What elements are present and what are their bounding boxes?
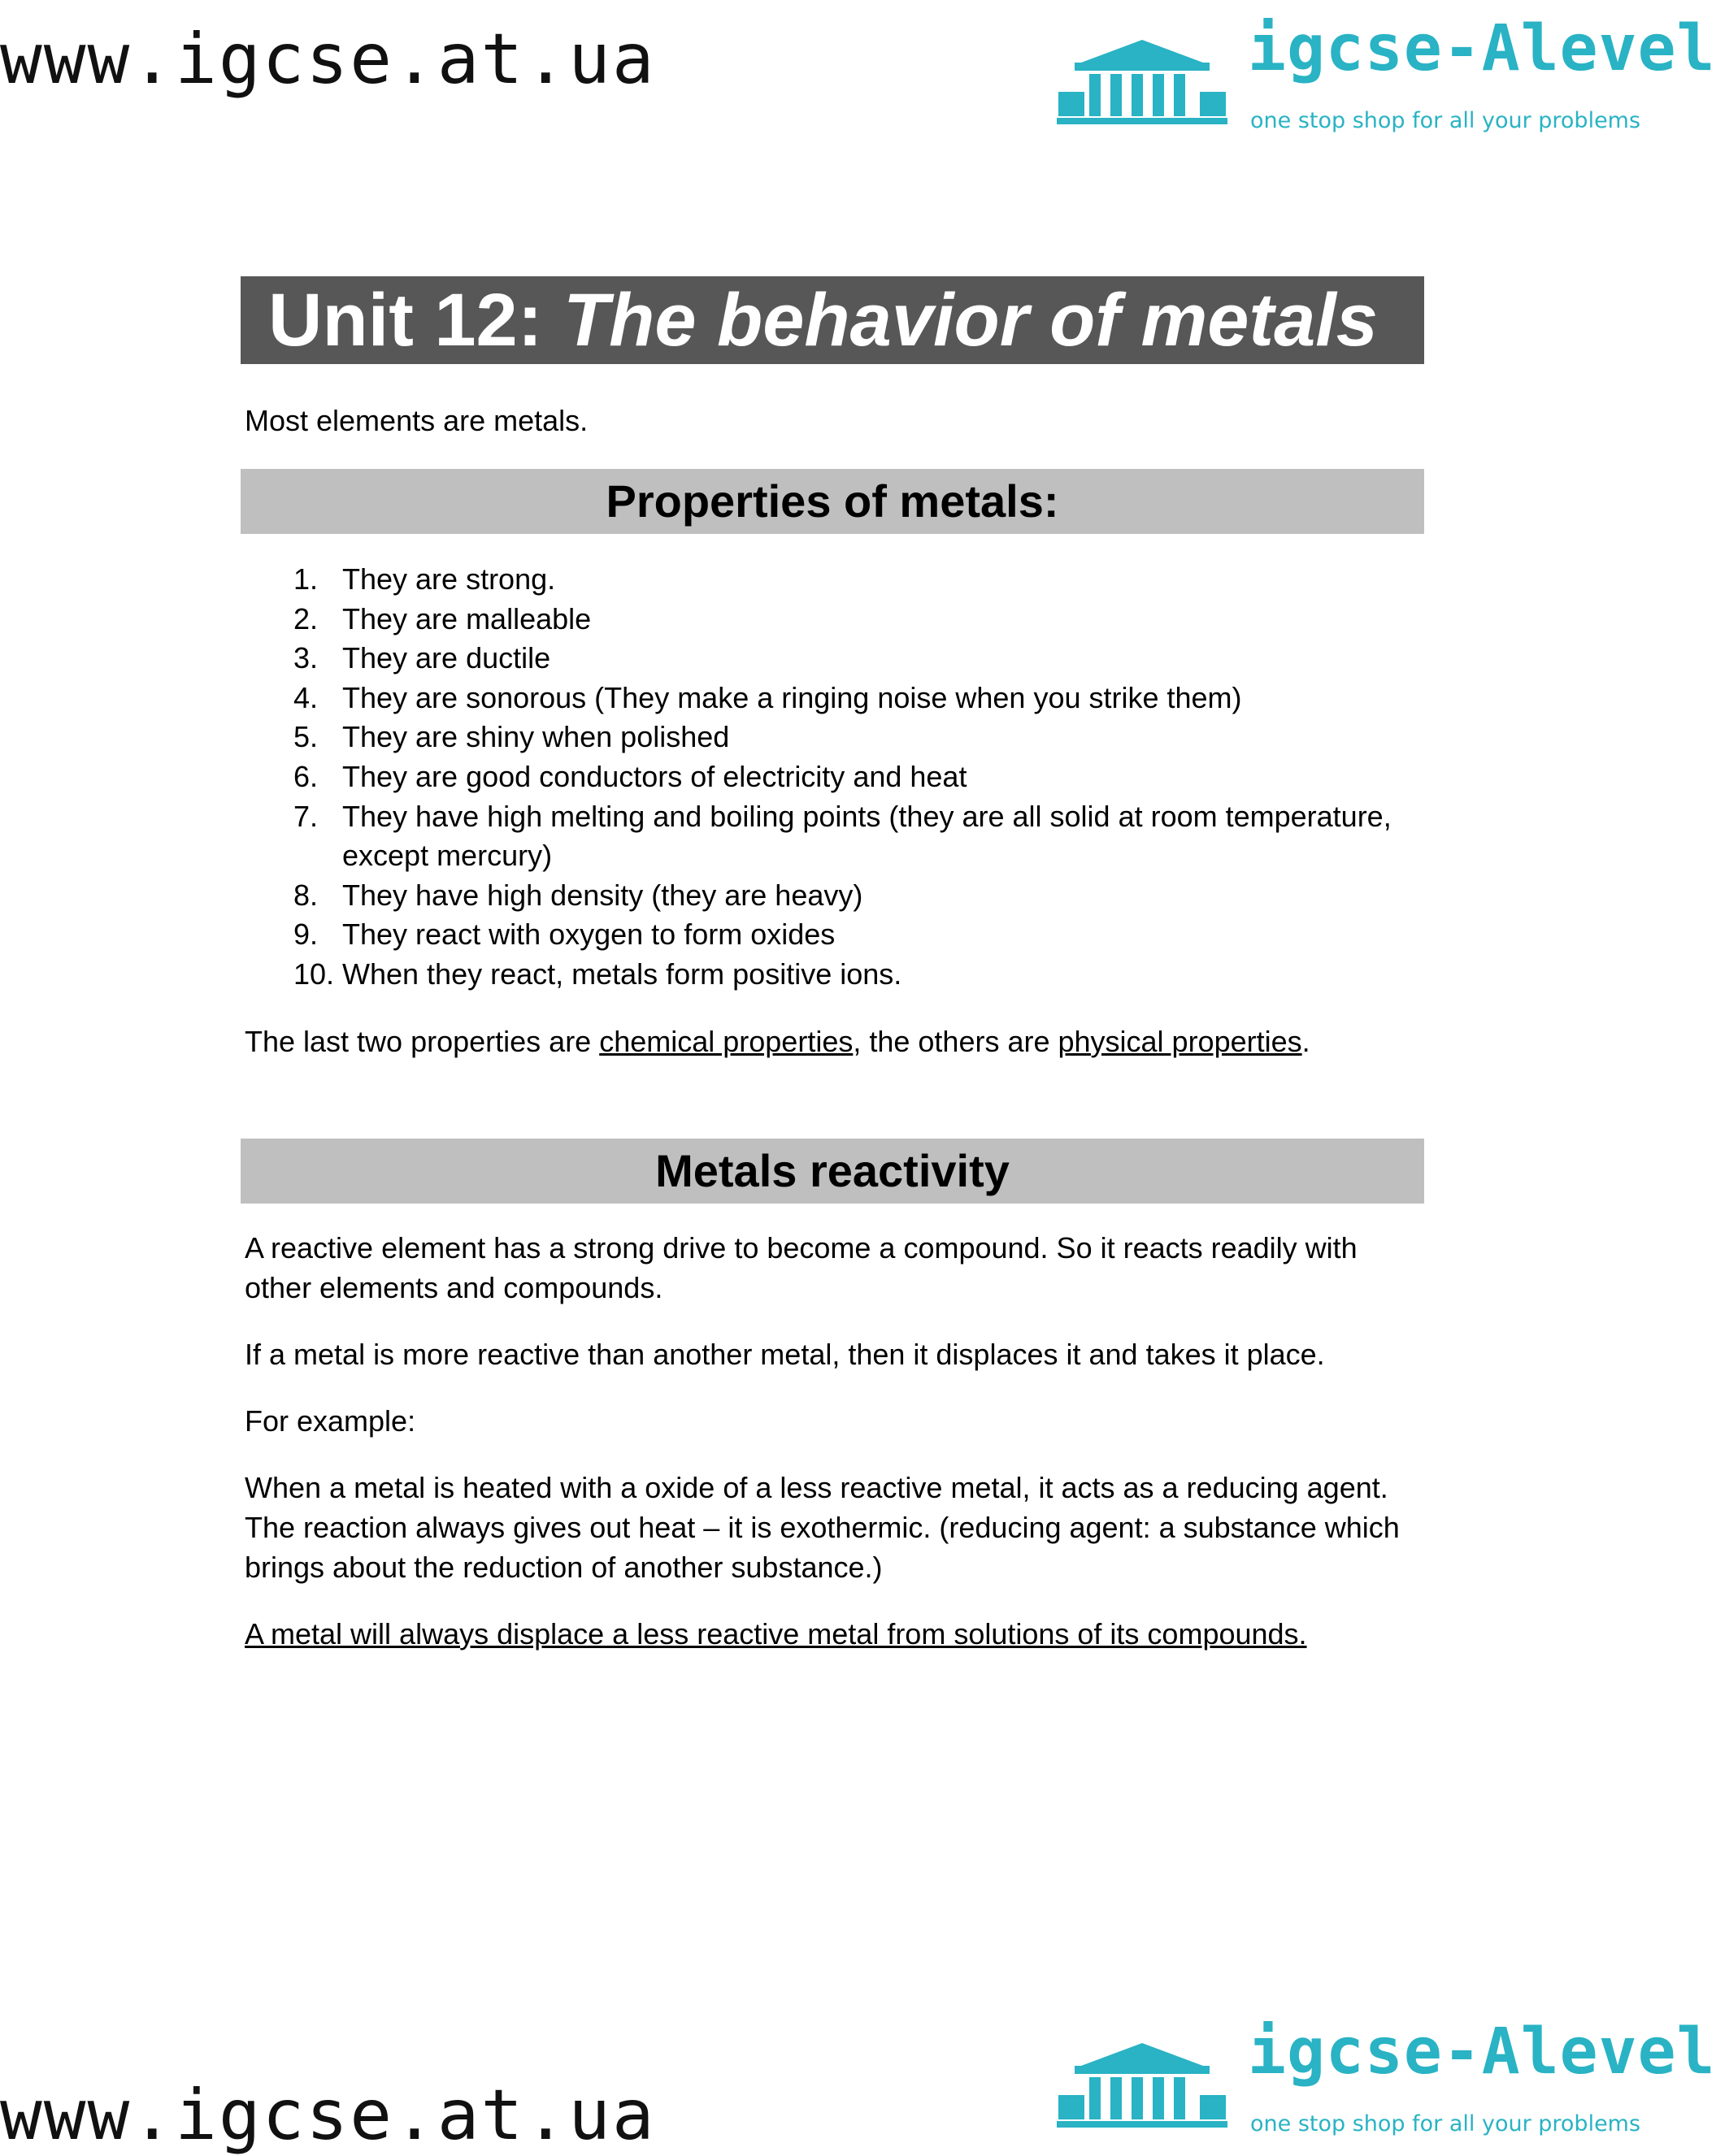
site-logo-top bbox=[1057, 12, 1716, 142]
reactivity-heading: Metals reactivity bbox=[241, 1139, 1424, 1204]
list-item bbox=[241, 718, 1424, 757]
building-icon bbox=[1057, 2040, 1227, 2129]
list-item bbox=[241, 915, 1424, 955]
list-item bbox=[241, 955, 1424, 995]
unit-title bbox=[241, 276, 1424, 364]
list-item bbox=[241, 797, 1424, 876]
list-item-text: They are strong. bbox=[342, 562, 556, 596]
list-item-number: 8. bbox=[293, 878, 319, 912]
properties-summary bbox=[241, 1022, 1424, 1061]
document-body bbox=[241, 276, 1424, 1654]
watermark-url-bottom: www.igcse.at.ua bbox=[0, 2075, 656, 2156]
list-item-number: 2. bbox=[293, 601, 319, 636]
list-item-text: They are malleable bbox=[342, 601, 592, 636]
list-item bbox=[241, 679, 1424, 718]
summary-text-middle: , the others are bbox=[853, 1024, 1058, 1058]
list-item bbox=[241, 560, 1424, 600]
list-item-text: They are good conductors of electricity and heat bbox=[342, 759, 967, 793]
logo-brand-text: igcse-Alevel bbox=[1248, 12, 1716, 85]
list-item-number: 6. bbox=[293, 759, 319, 793]
chemical-properties-term: chemical properties bbox=[599, 1024, 854, 1058]
site-logo-bottom bbox=[1057, 2015, 1716, 2145]
list-item-text: They have high melting and boiling points (they are all solid at room temperature, except mercury) bbox=[342, 799, 1392, 873]
logo-tagline: one stop shop for all your problems bbox=[1250, 108, 1641, 133]
list-item-text: They react with oxygen to form oxides bbox=[342, 917, 836, 952]
list-item-number: 9. bbox=[293, 917, 319, 952]
list-item-number: 4. bbox=[293, 680, 319, 714]
list-item-number: 3. bbox=[293, 641, 319, 675]
list-item bbox=[241, 876, 1424, 916]
reactivity-paragraph-1: A reactive element has a strong drive to become a compound. So it reacts readily with other elements and compounds. bbox=[245, 1230, 1358, 1304]
intro-text: Most elements are metals. bbox=[245, 404, 589, 437]
watermark-url-top: www.igcse.at.ua bbox=[0, 19, 656, 100]
reactivity-paragraph-2: If a metal is more reactive than another metal, then it displaces it and takes it place. bbox=[245, 1337, 1325, 1371]
list-item-number: 1. bbox=[293, 562, 319, 596]
list-item-text: They are sonorous (They make a ringing noise when you strike them) bbox=[342, 680, 1242, 714]
physical-properties-term: physical properties bbox=[1058, 1024, 1302, 1058]
reactivity-paragraph-3: For example: bbox=[245, 1403, 416, 1438]
logo-tagline: one stop shop for all your problems bbox=[1250, 2111, 1641, 2136]
list-item-text: They are ductile bbox=[342, 641, 551, 675]
building-icon bbox=[1057, 37, 1227, 126]
list-item-text: They have high density (they are heavy) bbox=[342, 878, 863, 912]
list-item-text: When they react, metals form positive ions. bbox=[342, 957, 902, 991]
list-item bbox=[241, 600, 1424, 640]
unit-title-italic: The behavior of metals bbox=[563, 279, 1378, 362]
list-item-text: They are shiny when polished bbox=[342, 720, 730, 754]
list-item bbox=[241, 757, 1424, 797]
list-item bbox=[241, 639, 1424, 679]
logo-brand-text: igcse-Alevel bbox=[1248, 2015, 1716, 2089]
list-item-number: 5. bbox=[293, 720, 319, 754]
list-item-number: 10. bbox=[293, 957, 335, 991]
unit-title-prefix: Unit 12: bbox=[268, 279, 543, 362]
reactivity-paragraph-4: When a metal is heated with a oxide of a less reactive metal, it acts as a reducing agent. The reaction always gives out heat – it is exothermic. (reducing agent: a substance which brings about the reduction of another substance.) bbox=[245, 1470, 1400, 1584]
reactivity-rule: A metal will always displace a less reactive metal from solutions of its compounds. bbox=[245, 1616, 1307, 1651]
list-item-number: 7. bbox=[293, 799, 319, 833]
properties-list bbox=[241, 560, 1424, 995]
summary-text-before: The last two properties are bbox=[245, 1024, 600, 1058]
properties-heading: Properties of metals: bbox=[241, 469, 1424, 534]
summary-text-after: . bbox=[1301, 1024, 1310, 1058]
